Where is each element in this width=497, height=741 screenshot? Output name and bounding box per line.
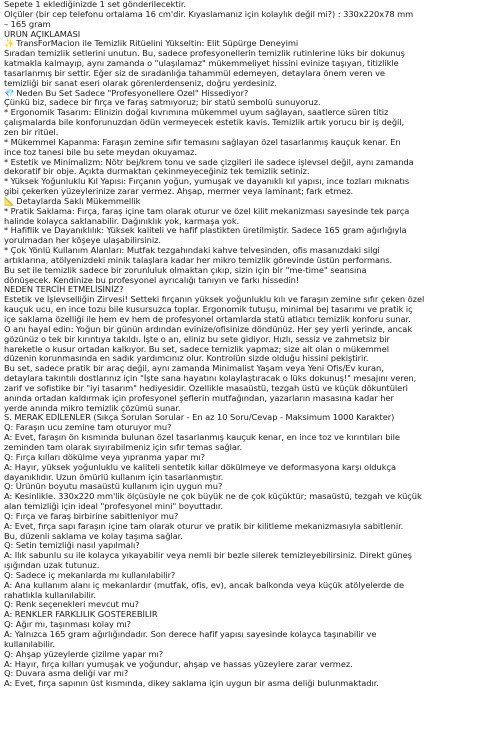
text-line: dönüşecek. Kendinize bu profesyonel ayrıcalığı tanıyın ve farkı hissedin! — [4, 275, 300, 285]
text-line: zen bir ritüel. — [4, 127, 59, 137]
text-line: gözünüz o tek bir kırıntıya takıldı. İşte o an, eliniz bu sete gidiyor. Hızlı, sessiz ve zahmetsiz bir — [4, 334, 390, 344]
faq-question: Q: Ağır mı, taşınması kolay mı? — [4, 620, 132, 630]
faq-answer: rahatlıkla kullanılabilir. — [4, 590, 96, 600]
faq-answer: alan temizliği için ideal "profesyonel mini" boyuttadır. — [4, 502, 224, 512]
text-line: artıklarına, atölyenizdeki minik talaşlara kadar her mikro temizlik görevinde üstün performans. — [4, 255, 393, 265]
text-line: * Pratik Saklama: Fırça, faraş içine tam olarak oturur ve özel kilit mekanizması sayesinde tek parça — [4, 206, 410, 216]
faq-answer: dayanıklıdır. Uzun ömürlü kullanım için tasarlanmıştır. — [4, 472, 224, 482]
text-line: detaylara takıntılı dostlarınız için "İşte sana hayatını kolaylaştıracak o lüks dokunuş!" mesajını veren, — [4, 374, 417, 384]
faq-answer: A: Ilık sabunlu su ile kolayca yıkayabilir veya nemli bir bezle silerek temizleyebilirsiniz. Direkt güneş — [4, 551, 412, 561]
faq-answer: A: Evet, fırça sapının üst kısmında, dikey saklama için uygun bir asma deliği bulunmaktadır. — [4, 679, 379, 689]
faq-answer: A: Hayır, fırça kılları yumuşak ve yoğundur, ahşap ve hassas yüzeylere zarar vermez. — [4, 659, 353, 669]
text-line: yorulmadan her köşeye ulaşabilirsiniz. — [4, 236, 162, 246]
faq-question: Q: Fırça kılları dökülme veya yıpranma yapar mı? — [4, 452, 205, 462]
text-line: halinde kolayca saklanabilir. Dağınıklık yok, karmaşa yok. — [4, 216, 240, 226]
faq-answer: A: Yalnızca 165 gram ağırlığındadır. Son derece hafif yapısı sayesinde kolayca taşınabilir ve — [4, 630, 377, 639]
faq-answer: A: Hayır, yüksek yoğunluklu ve kaliteli sentetik kıllar dökülmeye ve deformasyona karşı oldukça — [4, 462, 396, 472]
subheading — [4, 89, 493, 99]
text-line: Ölçüler (bir cep telefonu ortalama 16 cm'dir. Kıyaslamanız için kolaylık değil mi?) : 330x220x78 mm — [4, 9, 414, 19]
text-line: zarif ve sofistike bir "iyi tasarım" hediyesidir. Özellikle masaüstü, tezgah üstü ve küçük dökuntüleri — [4, 383, 408, 393]
sparkles-icon: ✨ — [4, 39, 15, 49]
section-heading: ÜRÜN AÇIKLAMASI — [4, 29, 81, 39]
subheading-text: Neden Bu Set Sadece "Profesyonellere Özel" Hissediyor? — [16, 88, 249, 98]
text-line: ince toz tanesi bile bu sete meydan okuyamaz. — [4, 147, 198, 157]
faq-question: Q: Faraşın ucu zemine tam oturuyor mu? — [4, 423, 172, 433]
faq-answer: Bu, düzenli saklama ve kolay taşıma sağlar. — [4, 531, 183, 541]
text-line: tasarlanmış bir settir. Eğer siz de sıradanlığa tahammül edemeyen, detaylara önem veren ve — [4, 68, 385, 78]
headline-text: TransForMacion ile Temizlik Ritüelini Yükseltin: Elit Süpürge Deneyimi — [16, 39, 299, 49]
text-line: anında ortadan kaldırmak için profesyonel şeflerin mutfağından, yazarların masasına kadar her — [4, 393, 394, 403]
subheading — [4, 197, 493, 207]
faq-question: Q: Sadece iç mekanlarda mı kullanılabilir? — [4, 570, 176, 580]
headline — [4, 39, 493, 49]
text-line: Estetik ve İşlevselliğin Zirvesi! Setteki fırçanın yüksek yoğunluklu kılı ve faraşın zemine sıfır çeken özel — [4, 295, 425, 305]
faq-answer: A: RENKLER FARKLILIK GÖSTEREBİLİR — [4, 610, 158, 620]
faq-heading: S. MERAK EDİLENLER (Sıkça Sorulan Sorular - En az 10 Soru/Cevap - Maksimum 1000 Karakter) — [4, 413, 395, 423]
faq-question: Q: Duvara asma deliği var mı? — [4, 669, 129, 679]
text-line: – 165 gram — [4, 19, 51, 29]
text-line: temizliği bir sanat eseri olarak görenlerdenseniz, doğru yerdesiniz. — [4, 78, 277, 88]
text-line: * Yüksek Yoğunluklu Kıl Yapısı: Fırçanın yoğun, yumuşak ve dayanıklı kıl yapısı, ince tozları mıknatıs — [4, 177, 410, 187]
ruler-icon: 📐 — [4, 196, 15, 206]
subheading-text: Detaylarda Saklı Mükemmellik — [16, 196, 141, 206]
text-line: Bu set ile temizlik sadece bir zorunluluk olmaktan çıkıp, sizin için bir "me-time" seansına — [4, 265, 367, 275]
text-line: Sepete 1 eklediğinizde 1 set gönderilecektir. — [4, 0, 186, 9]
faq-question: Q: Renk seçenekleri mevcut mu? — [4, 600, 139, 610]
text-line: Çünkü biz, sadece bir fırça ve faraş satmıyoruz; bir statü sembolü sunuyoruz. — [4, 98, 321, 108]
text-line: kauçuk ucu, en ince tozu bile kusursuzca toplar. Ergonomik tutuşu, minimal bej tasarımı ve pratik iç — [4, 305, 413, 315]
faq-answer: ışığından uzak tutunuz. — [4, 561, 100, 571]
text-line: Sıradan temizlik setlerini unutun. Bu, sadece profesyonellerin temizlik rutinlerine lüks bir dokunuş — [4, 49, 405, 59]
text-line: düzenin korunmasında en sadık yardımcınız olur. Kontrolün sizde olduğu hissini pekiştirir. — [4, 354, 369, 364]
text-line: hareketle o kusur ortadan kalkıyor. Bu set, sadece temizlik yapmaz; size ait olan o mükemmel — [4, 344, 389, 354]
text-line: gibi çekerken yüzeylerinize zarar vermez. Ahşap, mermer veya laminant; fark etmez. — [4, 187, 354, 197]
text-line: * Hafiflik ve Dayanıklılık: Yüksek kaliteli ve hafif plastikten üretilmiştir. Sadece 165 gram ağırlığıyla — [4, 226, 407, 236]
text-line: yerde anında mikro temizlik çözümü sunar. — [4, 403, 181, 413]
text-line: Bu set, sadece pratik bir araç değil, aynı zamanda Minimalist Yaşam veya Yeni Ofis/Ev kuran, — [4, 364, 384, 374]
faq-question: Q: Fırça ve faraş birbirine sabitleniyor mu? — [4, 511, 179, 521]
text-line: çalışmalarda bile konforunuzdan ödün vermeyecek estetik kavis. Temizlik artık yorucu bir iş değil, — [4, 118, 405, 128]
text-line: * Çok Yönlü Kullanım Alanları: Mutfak tezgahındaki kahve telvesinden, ofis masanızdaki silgi — [4, 246, 380, 256]
section-heading: NEDEN TERCİH ETMELİSİNİZ? — [4, 285, 124, 295]
faq-answer: zeminden tam olarak sıyırabilmeniz için sıfır temas sağlar. — [4, 442, 243, 452]
text-line: içe saklama özelliği ile hem ev hem de profesyonel ortamlarda statü atlatıcı temizlik konforu sunar. — [4, 315, 411, 324]
text-line: * Ergonomik Tasarım: Elinizin doğal kıvrımına mükemmel uyum sağlayan, saatlerce süren titiz — [4, 108, 389, 118]
faq-answer: A: Evet, faraşın ön kısmında bulunan özel tasarlanmış kauçuk kenar, en ince toz ve kırıntıları bile — [4, 433, 400, 443]
text-line: O anı hayal edin: Yoğun bir günün ardından evinize/ofisinize döndünüz. Her şey yerli yerinde, ancak — [4, 324, 413, 334]
faq-answer: kullanılabilir. — [4, 639, 56, 649]
text-line: dekoratif bir obje. Açıkta durmaktan çekinmeyeceğiniz tek temizlik setiniz. — [4, 167, 310, 177]
faq-question: Q: Ahşap yüzeylerde çizilme yapar mı? — [4, 649, 164, 659]
faq-answer: A: Kesinlikle. 330x220 mm'lik ölçüsüyle ne çok büyük ne de çok küçüktür; masaüstü, tezgah ve küçük — [4, 492, 422, 502]
faq-question: Q: Ürünün boyutu masaüstü kullanım için uygun mu? — [4, 482, 223, 492]
faq-answer: A: Evet, fırça sapı faraşın içine tam olarak oturur ve pratik bir kilitleme mekanizmasıyla sabitlenir. — [4, 521, 404, 531]
gem-icon: 💎 — [4, 88, 15, 98]
text-line: * Mükemmel Kapanma: Faraşın zemine sıfır temasını sağlayan özel tasarlanmış kauçuk kenar. En — [4, 137, 401, 147]
faq-question: Q: Setin temizliği nasıl yapılmalı? — [4, 541, 140, 551]
text-line: * Estetik ve Minimalizm: Nötr bej/krem tonu ve sade çizgileri ile sadece işlevsel değil, aynı zamanda — [4, 157, 414, 167]
faq-answer: A: Ana kullanım alanı iç mekanlardır (mutfak, ofis, ev), ancak balkonda veya küçük atölyelerde de — [4, 580, 404, 590]
text-line: katmakla kalmayıp, aynı zamanda o "ulaşılamaz" mükemmeliyet hissini evinize taşıyan, titizlikle — [4, 59, 399, 69]
